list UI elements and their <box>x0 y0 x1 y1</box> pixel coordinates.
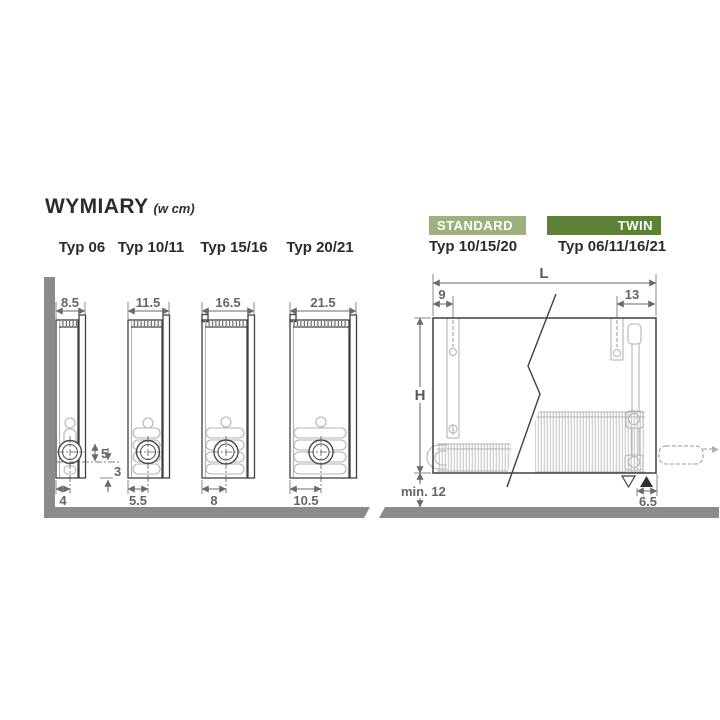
dim-length-label: L <box>539 265 549 282</box>
dim-gap: 3 <box>114 464 122 479</box>
dim-floor-clearance-label: min. 12 <box>401 484 446 499</box>
dim-conn-typ06: 4 <box>59 493 67 508</box>
column-header-typ10-11: Typ 10/11 <box>117 239 185 256</box>
profile-typ15-16 <box>202 295 255 508</box>
typ06-valve <box>57 436 84 493</box>
dim-conn-typ15: 8 <box>210 493 218 508</box>
twin-types: Typ 06/11/16/21 <box>558 238 667 255</box>
triangle-down-icon <box>622 476 635 487</box>
profile-typ06 <box>56 295 121 508</box>
floor <box>44 507 719 518</box>
dim-depth-typ15: 16.5 <box>215 295 241 310</box>
dim-conn-typ20: 10.5 <box>293 493 319 508</box>
standard-badge: STANDARD <box>429 216 526 235</box>
dim-depth-typ06: 8.5 <box>60 295 80 310</box>
dim-depth-typ10: 11.5 <box>135 295 161 310</box>
title-unit: (w cm) <box>153 201 195 216</box>
connection-pipe-dashed <box>659 446 719 464</box>
profile-typ20-21 <box>290 295 357 508</box>
profile-typ10-11 <box>128 295 170 508</box>
column-header-typ06: Typ 06 <box>58 239 106 256</box>
dim-valve-height: 5 <box>101 446 109 461</box>
twin-badge: TWIN <box>547 216 661 235</box>
column-header-typ15-16: Typ 15/16 <box>200 239 268 256</box>
dim-left-bracket-label: 9 <box>438 287 446 302</box>
column-header-typ20-21: Typ 20/21 <box>286 239 354 256</box>
dim-height-label: H <box>414 387 426 404</box>
dim-connection-label: 6.5 <box>638 494 658 509</box>
wall <box>44 277 55 507</box>
side-view-drawing <box>398 265 719 509</box>
standard-types: Typ 10/15/20 <box>429 238 518 255</box>
triangle-up-icon <box>640 476 653 487</box>
dim-depth-typ20: 21.5 <box>310 295 336 310</box>
dim-conn-typ10: 5.5 <box>128 493 148 508</box>
dim-right-bracket-label: 13 <box>624 287 640 302</box>
title-text: WYMIARY <box>45 195 149 218</box>
